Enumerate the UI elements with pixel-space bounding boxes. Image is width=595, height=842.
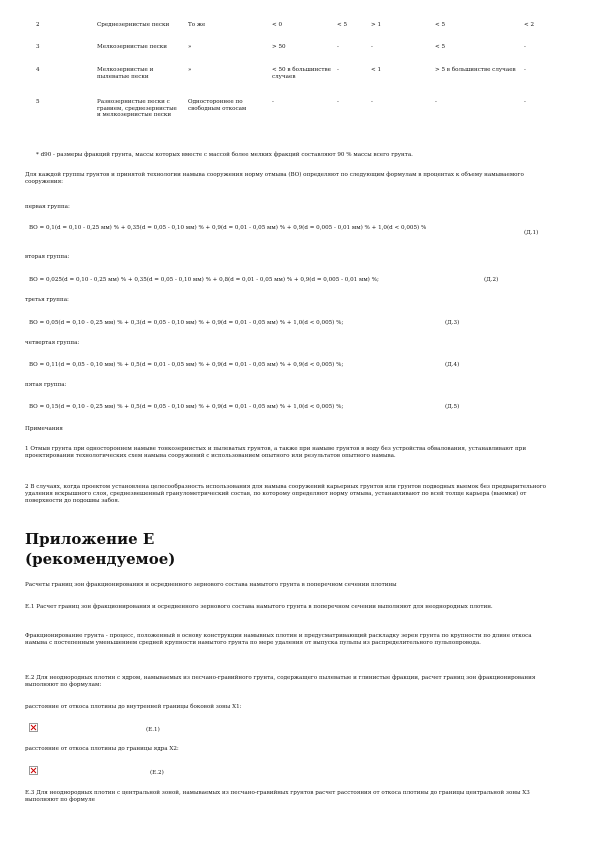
formula: ВО = 0,025(d = 0,10 - 0,25 мм) % + 0,35(d = 0,05 - 0,10 мм) % + 0,8(d = 0,01 - 0,05 мм) % + 0,9(d = 0,005 - 0,01 мм) %; bbox=[29, 277, 379, 283]
cell: - bbox=[337, 67, 339, 73]
note-1: 1 Отмыв грунта при одностороннем намыве тонкозернистых и пылеватых грунтов, а также при намыве грунтов в воду без устройства обвалования, устанавливают при проектировании технологических схем намыва сооружений с использованием опытного или результатов опытного намыва. bbox=[25, 446, 527, 459]
row-number: 5 bbox=[36, 99, 40, 105]
equation-number: (Д.5) bbox=[445, 404, 460, 410]
distance-x1-label: расстояние от откоса плотины до внутренней границы боковой зоны X1: bbox=[25, 704, 242, 710]
cell: - bbox=[371, 99, 373, 105]
cell: < 5 bbox=[337, 22, 348, 28]
equation-number: (Д.4) bbox=[445, 362, 460, 368]
group-label: вторая группа: bbox=[25, 254, 70, 260]
cell: - bbox=[524, 99, 526, 105]
appendix-status: (рекомендуемое) bbox=[25, 550, 176, 568]
soil-name: Разнозернистые пески с гравием, среднезернистые и мелкозернистые пески bbox=[97, 99, 177, 119]
row-number: 3 bbox=[36, 44, 40, 50]
formula: ВО = 0,15(d = 0,10 - 0,25 мм) % + 0,5(d = 0,05 - 0,10 мм) % + 0,9(d = 0,01 - 0,05 мм) % + 1,0(d < 0,005) %; bbox=[29, 404, 344, 410]
soil-name: Мелкозернистые и пылеватые пески bbox=[97, 67, 154, 80]
cell: < 0 bbox=[272, 22, 283, 28]
distance-x2-label: расстояние от откоса плотины до границы ядра X2: bbox=[25, 746, 179, 752]
row-number: 4 bbox=[36, 67, 40, 73]
group-label: первая группа: bbox=[25, 204, 70, 210]
group-label: четвертая группа: bbox=[25, 340, 80, 346]
appendix-subtitle: Расчеты границ зон фракционирования и осредненного зернового состава намытого грунта в поперечном сечении плотины bbox=[25, 582, 397, 588]
cell: То же bbox=[188, 22, 206, 28]
cell: » bbox=[188, 44, 192, 50]
soil-name: Мелкозернистые пески bbox=[97, 44, 168, 50]
soil-name: Среднезернистые пески bbox=[97, 22, 170, 28]
group-label: пятая группа: bbox=[25, 382, 67, 388]
table-footnote: * d90 - размеры фракций грунта, массы которых вместе с массой более мелких фракций составляют 90 % массы всего грунта. bbox=[36, 152, 413, 158]
formula: ВО = 0,05(d = 0,10 - 0,25 мм) % + 0,3(d = 0,05 - 0,10 мм) % + 0,9(d = 0,01 - 0,05 мм) % + 1,0(d < 0,005) %; bbox=[29, 320, 344, 326]
paragraph-e2: Е.2 Для неоднородных плотин с ядром, намываемых из песчано-гравийного грунта, содержащего пылеватые и глинистые фракции, расчет границ зон фракционирования выполняют по формулам: bbox=[25, 675, 536, 688]
equation-number: (Е.2) bbox=[150, 770, 164, 776]
cell: < 50 в большинстве случаев bbox=[272, 67, 331, 80]
paragraph-e1: Е.1 Расчет границ зон фракционирования и осредненного зернового состава намытого грунта в поперечном сечении выполняют для неоднородных плотин. bbox=[25, 604, 493, 610]
cell: » bbox=[188, 67, 192, 73]
formula: ВО = 0,1(d = 0,10 - 0,25 мм) % + 0,35(d = 0,05 - 0,10 мм) % + 0,9(d = 0,01 - 0,05 мм) % + 0,9(d = 0,005 - 0,01 мм) % + 1,0(d < 0,005) % bbox=[29, 225, 427, 231]
equation-number: (Е.1) bbox=[146, 727, 160, 733]
cell: - bbox=[371, 44, 373, 50]
equation-number: (Д.1) bbox=[524, 230, 539, 236]
equation-number: (Д.2) bbox=[484, 277, 499, 283]
notes-title: Примечания bbox=[25, 426, 63, 432]
cell: - bbox=[337, 44, 339, 50]
cell: < 5 bbox=[435, 22, 446, 28]
equation-number: (Д.3) bbox=[445, 320, 460, 326]
cell: - bbox=[524, 44, 526, 50]
broken-image-icon bbox=[29, 766, 38, 775]
cell: - bbox=[435, 99, 437, 105]
broken-image-icon bbox=[29, 723, 38, 732]
cell: > 5 в большинстве случаев bbox=[435, 67, 516, 73]
cell: > 1 bbox=[371, 22, 382, 28]
cell: - bbox=[337, 99, 339, 105]
note-2: 2 В случаях, когда проектом установлена целесообразность использования для намыва сооружений карьерных грунтов или грунтов подводных выемок без предварительного удаления вскрышного слоя, среднезвешенный гранулометрический состав, по которому определяют норму отмыва, устанавливают по всей толще карьера (выемки) от поверхности до подошвы забоя. bbox=[25, 484, 547, 504]
cell: < 5 bbox=[435, 44, 446, 50]
cell: - bbox=[272, 99, 274, 105]
cell: < 2 bbox=[524, 22, 535, 28]
row-number: 2 bbox=[36, 22, 40, 28]
cell: > 50 bbox=[272, 44, 286, 50]
cell: < 1 bbox=[371, 67, 382, 73]
cell: Одностороннее по свободным откосам bbox=[188, 99, 247, 112]
intro-paragraph: Для каждой группы грунтов и принятой технологии намыва сооружения норму отмыва (ВО) определяют по следующим формулам в процентах к объему намываемого сооружения: bbox=[25, 172, 524, 185]
appendix-title: Приложение Е bbox=[25, 530, 155, 548]
group-label: третья группа: bbox=[25, 297, 69, 303]
formula: ВО = 0,11(d = 0,05 - 0,10 мм) % + 0,5(d = 0,01 - 0,05 мм) % + 0,9(d = 0,01 - 0,05 мм) % + 0,9(d < 0,005) %; bbox=[29, 362, 344, 368]
paragraph-fractionation: Фракционирование грунта - процесс, положенный в основу конструкции намывных плотин и предусматривающий раскладку зерен грунта по крупности по длине откоса намыва с постепенным уменьшением средней крупности намытого грунта по мере удаления от выпуска пульпы из распределительного пульпопровода. bbox=[25, 633, 532, 646]
cell: - bbox=[524, 67, 526, 73]
paragraph-e3: Е.3 Для неоднородных плотин с центральной зоной, намываемых из песчано-гравийных грунтов расчет расстояния от откоса плотины до границы центральной зоны X3 выполняют по формуле bbox=[25, 790, 530, 803]
